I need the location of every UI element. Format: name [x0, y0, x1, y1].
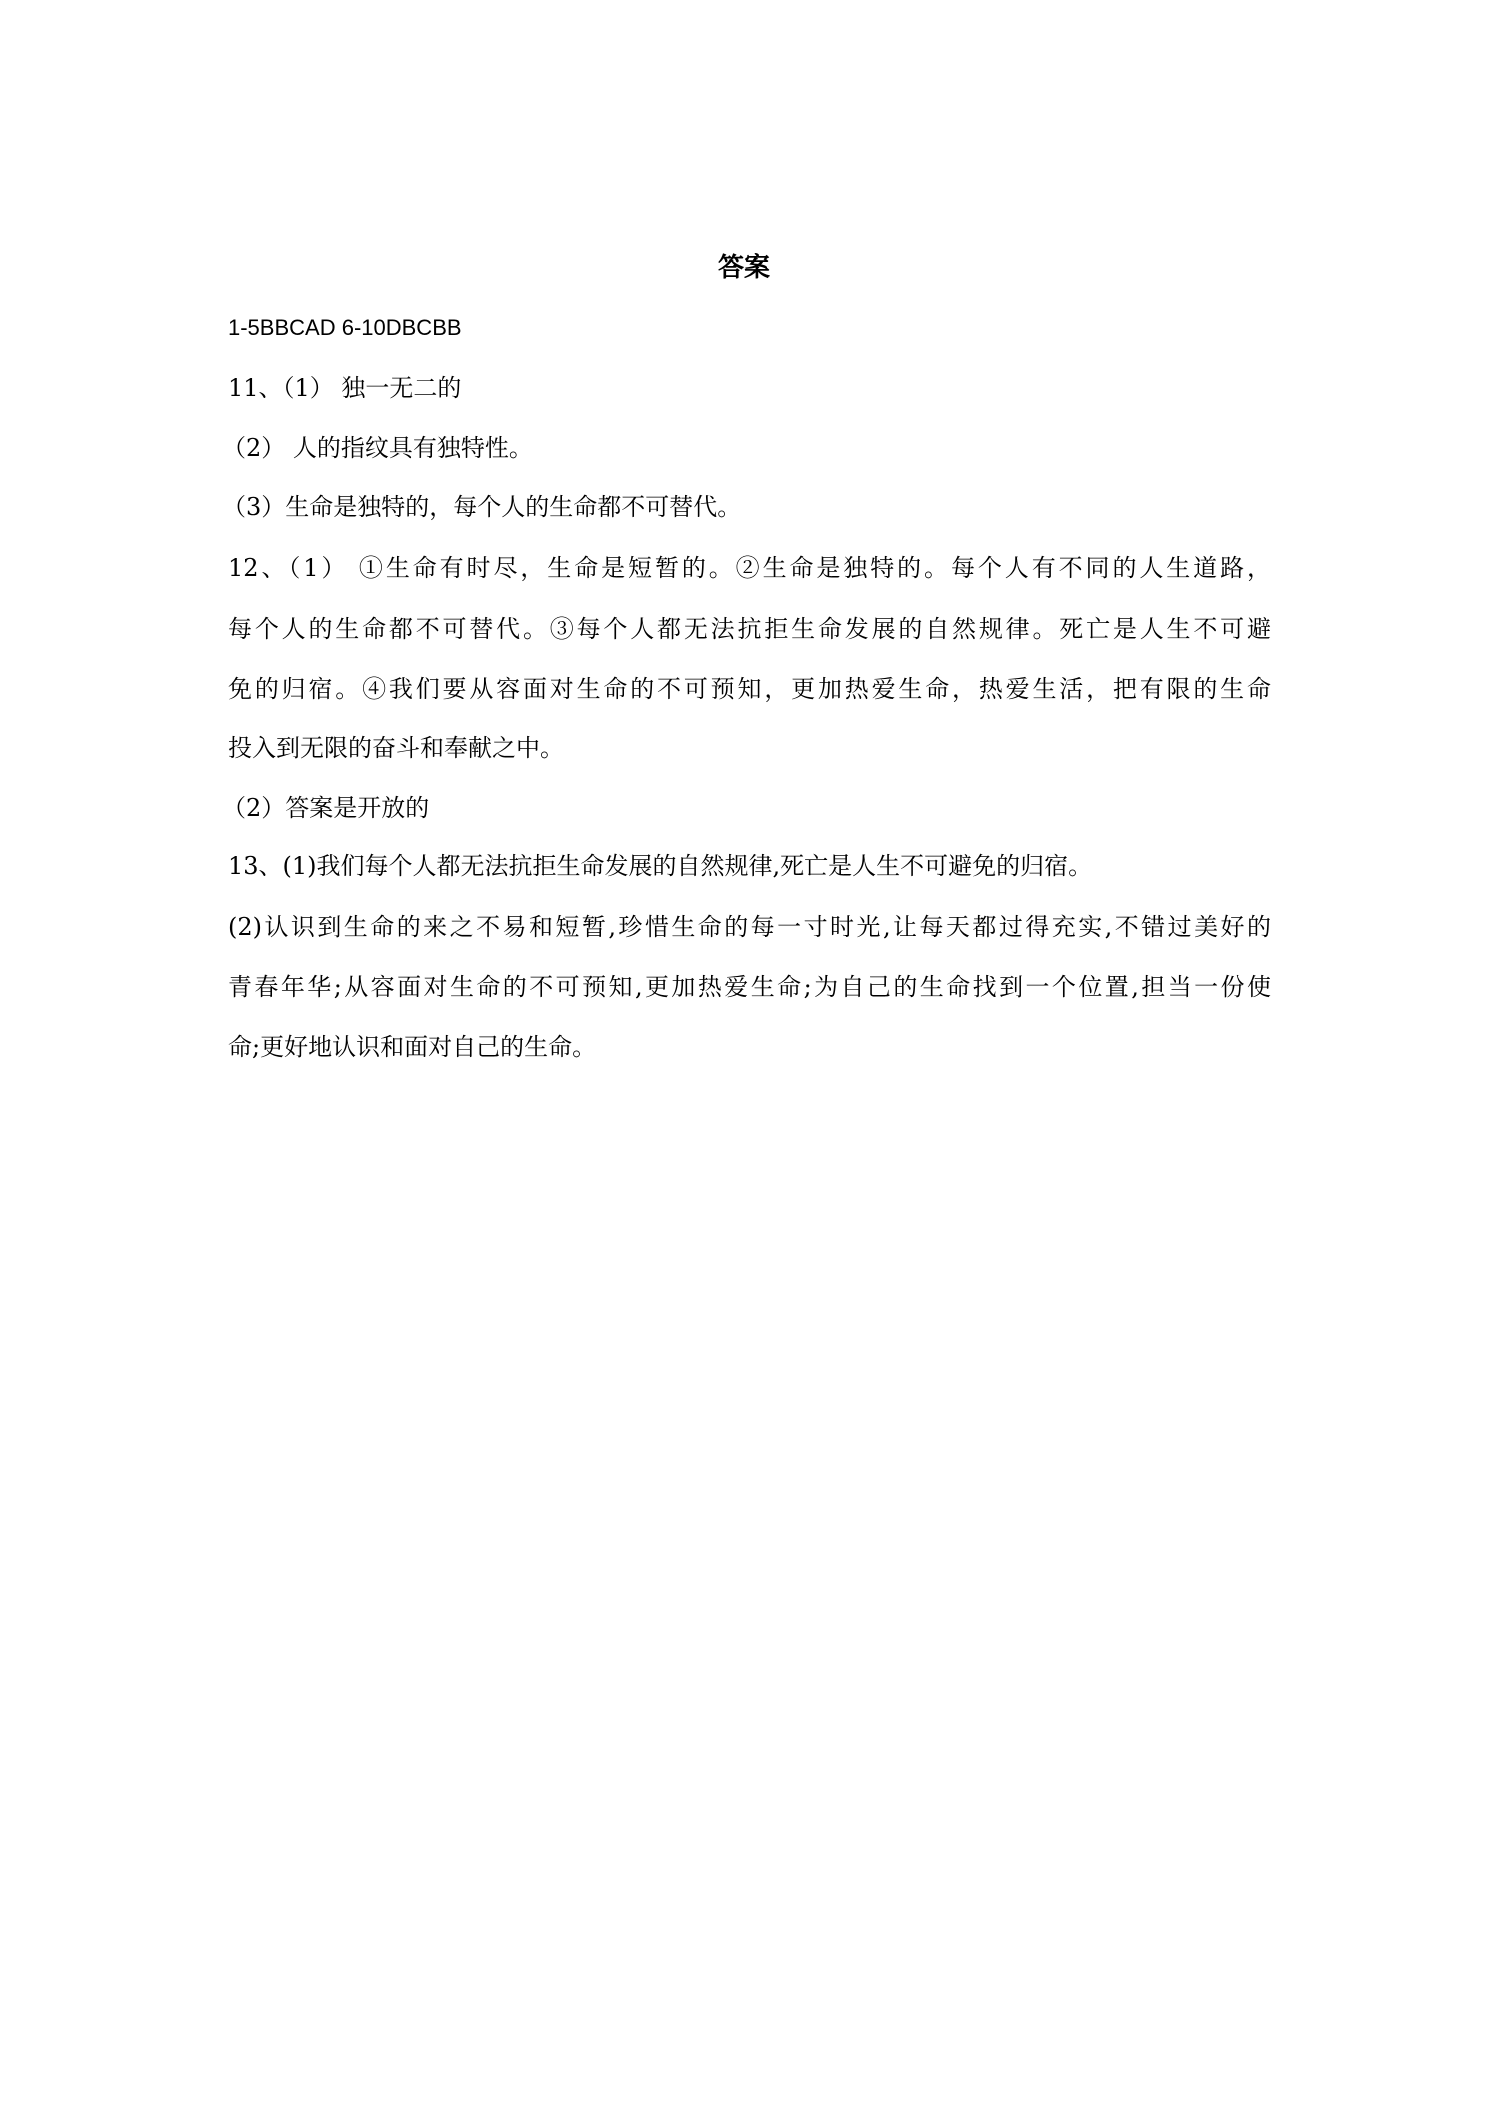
answer-line-13-2a: (2)认识到生命的来之不易和短暂,珍惜生命的每一寸时光,让每天都过得充实,不错过美好的: [228, 913, 1271, 941]
answer-line-12-1d: 投入到无限的奋斗和奉献之中。: [228, 734, 564, 762]
answer-line-12-1b: 每个人的生命都不可替代。③每个人都无法抗拒生命发展的自然规律。死亡是人生不可避: [228, 615, 1271, 643]
answer-line-11-1: 11、（1） 独一无二的: [228, 374, 462, 402]
answer-line-11-3: （3）生命是独特的，每个人的生命都不可替代。: [222, 493, 742, 521]
page-title: 答案: [717, 253, 770, 283]
answer-line-12-1c: 免的归宿。④我们要从容面对生命的不可预知，更加热爱生命，热爱生活，把有限的生命: [228, 675, 1271, 703]
answer-line-11-2: （2） 人的指纹具有独特性。: [222, 434, 533, 462]
answer-line-13-1: 13、(1)我们每个人都无法抗拒生命发展的自然规律,死亡是人生不可避免的归宿。: [228, 852, 1093, 880]
answer-line-13-2b: 青春年华;从容面对生命的不可预知,更加热爱生命;为自己的生命找到一个位置,担当一份使: [228, 973, 1271, 1001]
answer-line-mc: 1-5BBCAD 6-10DBCBB: [228, 315, 462, 340]
answer-line-12-2: （2）答案是开放的: [222, 794, 430, 822]
answer-line-13-2c: 命;更好地认识和面对自己的生命。: [228, 1033, 597, 1061]
answer-line-12-1a: 12、（1） ①生命有时尽，生命是短暂的。②生命是独特的。每个人有不同的人生道路，: [228, 554, 1271, 582]
